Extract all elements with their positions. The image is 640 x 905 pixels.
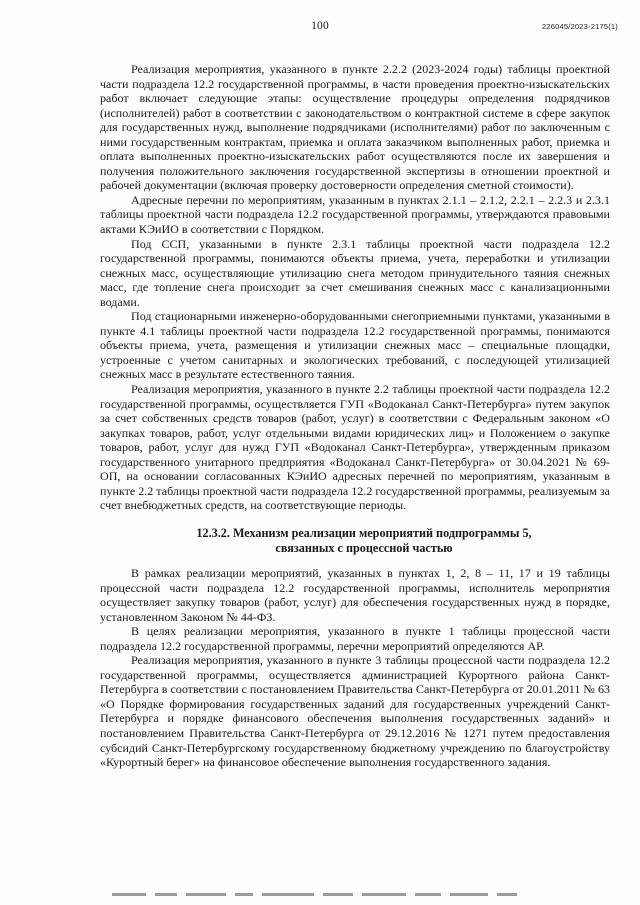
paragraph: В целях реализации мероприятия, указанного в пункте 1 таблицы процессной части подраздела 12.2 государственной программы, перечни мероприятий определяются АР. <box>100 624 610 653</box>
section-heading-line: 12.3.2. Механизм реализации мероприятий подпрограммы 5, <box>196 525 532 540</box>
document-id: 226045/2023-2175(1) <box>542 22 618 31</box>
paragraph: Адресные перечни по мероприятиям, указанным в пунктах 2.1.1 – 2.1.2, 2.2.1 – 2.2.3 и 2.3.1 таблицы проектной части подраздела 12.2 государственной программы, утверждаются правовыми актами КЭиИО в соответствии с Порядком. <box>100 192 610 237</box>
paragraph: Реализация мероприятия, указанного в пункте 2.2 таблицы проектной части подраздела 12.2 государственной программы, осуществляется ГУП «Водоканал Санкт-Петербурга» путем закупок за счет собственных средств товаров (работ, услуг) в соответствии с Федеральным законом «О закупках товаров, работ, услуг отдельными видами юридических лиц» и Положением о закупке товаров, работ, услуг для нужд ГУП «Водоканал Санкт-Петербурга», утвержденным приказом государственного унитарного предприятия «Водоканал Санкт-Петербурга» от 30.04.2021 № 69-ОП, на основании согласованных КЭиИО адресных перечней по мероприятиям, указанным в пункте 2.2 таблицы проектной части подраздела 12.2 государственной программы, реализуемым за счет внебюджетных средств, на соответствующие периоды. <box>100 382 611 513</box>
paragraph: В рамках реализации мероприятий, указанных в пунктах 1, 2, 8 – 11, 17 и 19 таблицы процессной части подраздела 12.2 государственной программы, исполнитель мероприятия осуществляет закупку товаров (работ, услуг) для обеспечения государственных нужд в порядке, установленном Законом № 44-ФЗ. <box>100 565 610 624</box>
paragraph: Под ССП, указанными в пункте 2.3.1 таблицы проектной части подраздела 12.2 государственной программы, понимаются объекты приема, учета, переработки и утилизации снежных масс, осуществляющие утилизацию снега методом принудительного таяния снежных масс, где топление снега происходит за счет смешивания снежных масс с канализационными водами. <box>100 236 610 309</box>
section-heading-line: связанных с процессной частью <box>275 540 453 555</box>
document-body <box>100 62 610 770</box>
paragraph: Под стационарными инженерно-оборудованными снегоприемными пунктами, указанными в пункте 4.1 таблицы проектной части подраздела 12.2 государственной программы, понимаются объекты приема, учета, размещения и утилизации снежных масс – специальные площадки, устроенные с учетом санитарных и экологических требований, с последующей утилизацией снежных масс в результате естественного таяния. <box>100 309 610 382</box>
page-number: 100 <box>311 20 329 32</box>
paragraph: Реализация мероприятия, указанного в пункте 2.2.2 (2023-2024 годы) таблицы проектной части подраздела 12.2 государственной программы, в части проведения проектно-изыскательских работ включает следующие этапы: осуществление процедуры определения подрядчиков (исполнителей) работ в соответствии с законодательством о контрактной системе в сфере закупок для государственных нужд, выполнение подрядчиками (исполнителями) работ по заключенным с ними государственным контрактам, приемка и оплата заказчиком выполненных работ, приемка и оплата выполненных проектно-изыскательских работ осуществляются после их завершения и получения положительного заключения государственной экспертизы в отношении проектной и рабочей документации (включая проверку достоверности определения сметной стоимости). <box>100 62 610 193</box>
paragraph: Реализация мероприятия, указанного в пункте 3 таблицы процессной части подраздела 12.2 государственной программы, осуществляется администрацией Курортного района Санкт-Петербурга в соответствии с постановлением Правительства Санкт-Петербурга от 20.01.2011 № 63 «О Порядке формирования государственных заданий для государственных учреждений Санкт-Петербурга и порядке финансового обеспечения выполнения государственных заданий» и постановлением Правительства Санкт-Петербурга от 29.12.2016 № 1271 путем предоставления субсидий Санкт-Петербургскому государственному бюджетному учреждению по благоустройству «Курортный берег» на финансовое обеспечение выполнения государственного задания. <box>100 653 610 770</box>
cut-off-text-fragment <box>112 893 612 899</box>
section-heading <box>100 526 610 556</box>
